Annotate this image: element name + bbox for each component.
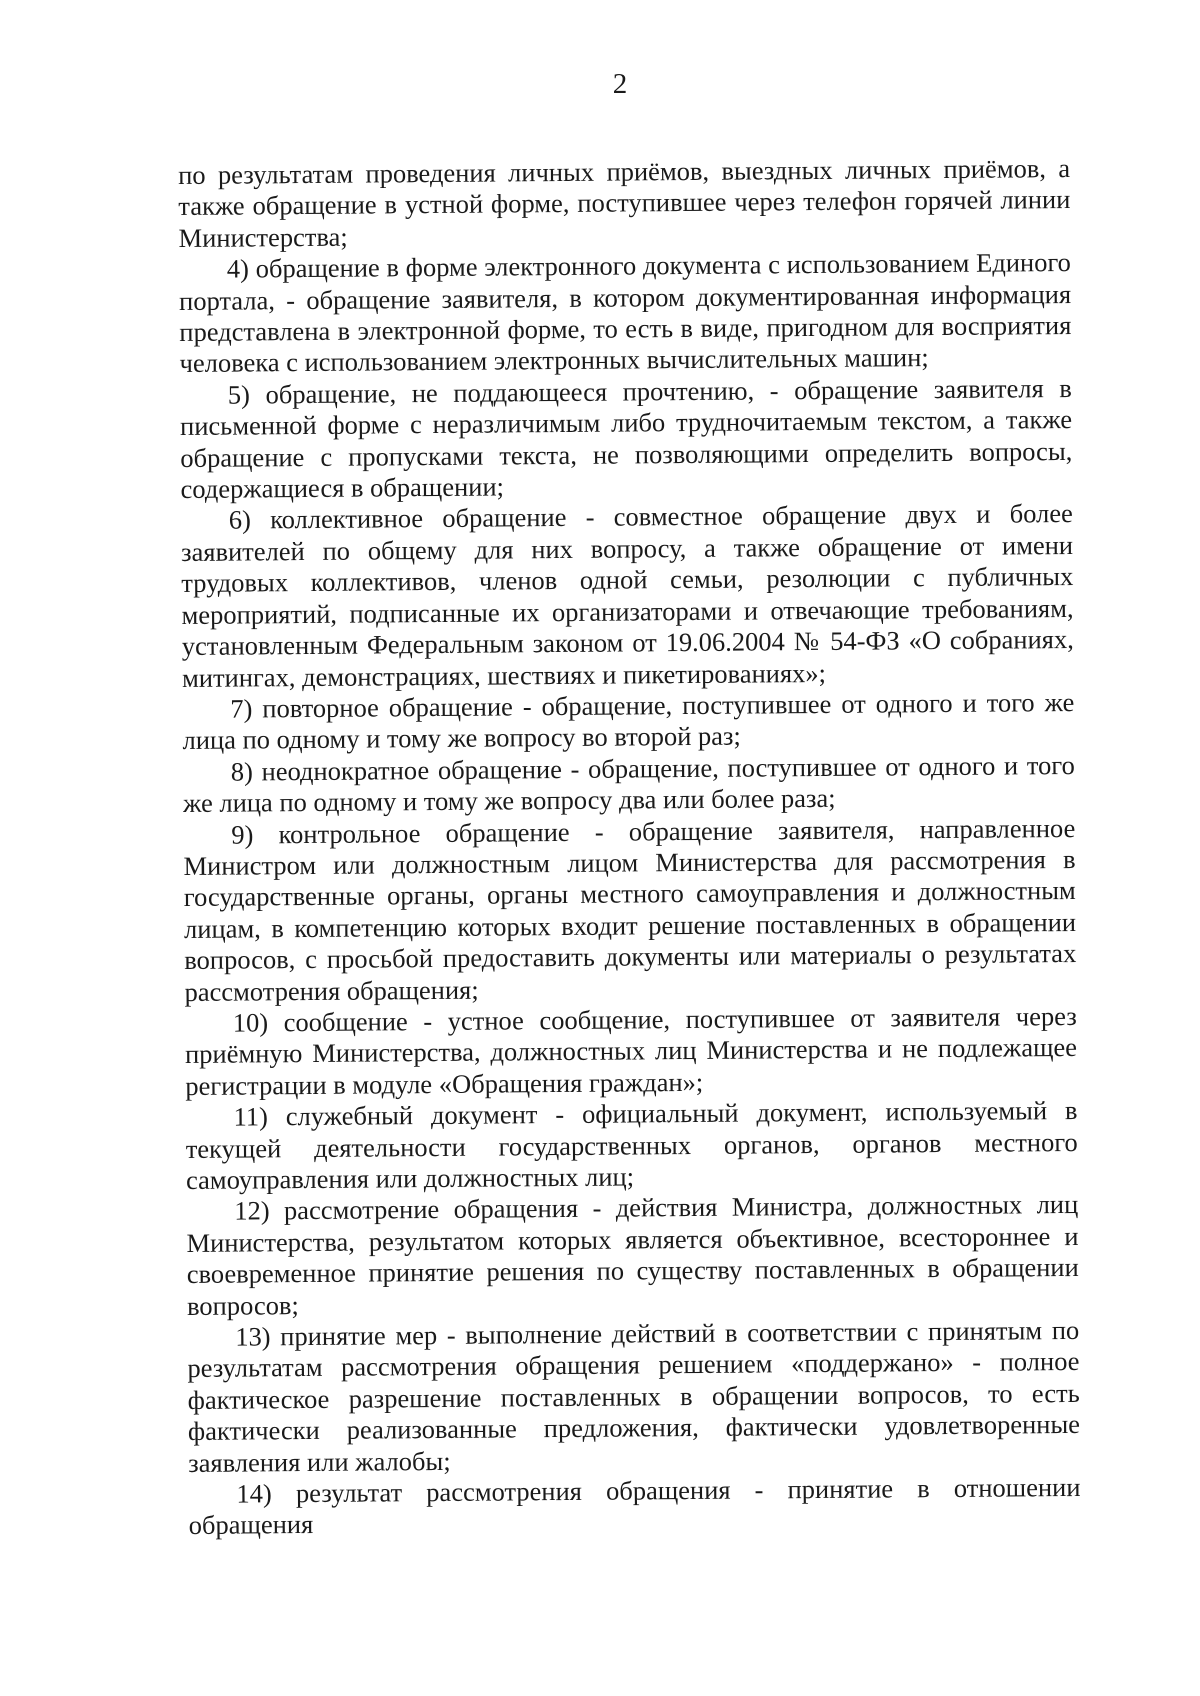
document-body (178, 153, 1081, 1542)
paragraph-item-6: 6) коллективное обращение - совместное обращение двух и более заявителей по общему для них вопросу, а также обращение от имени трудовых коллективов, членов одной семьи, резолюции с публичных мероприятий, подписанные их организаторами и отвечающие требованиям, установленным Федеральным законом от 19.06.2004 № 54-ФЗ «О собраниях, митингах, демонстрациях, шествиях и пикетированиях»; (180, 498, 1074, 693)
paragraph-item-11: 11) служебный документ - официальный документ, используемый в текущей деятельности государственных органов, органов местного самоуправления или должностных лиц; (185, 1095, 1078, 1195)
paragraph-item-9: 9) контрольное обращение - обращение заявителя, направленное Министром или должностным лицом Министерства для рассмотрения в государственные органы, органы местного самоуправления и должностным лицам, в компетенцию которых входит решение поставленных в обращении вопросов, с просьбой предоставить документы или материалы о результатах рассмотрения обращения; (183, 812, 1077, 1007)
paragraph-item-10: 10) сообщение - устное сообщение, поступившее от заявителя через приёмную Министерства, должностных лиц Министерства и не подлежащее регистрации в модуле «Обращения граждан»; (184, 1000, 1078, 1101)
page-number: 2 (612, 68, 628, 100)
paragraph-item-13: 13) принятие мер - выполнение действий в соответствии с принятым по результатам рассмотрения обращения решением «поддержано» - полное фактическое разрешение поставленных в обращении вопросов, то есть фактически реализованные предложения, фактически удовлетворенные заявления или жалобы; (187, 1314, 1081, 1478)
paragraph-item-5: 5) обращение, не поддающееся прочтению, - обращение заявителя в письменной форме с неразличимым либо трудночитаемым текстом, а также обращение с пропусками текста, не позволяющими определить вопросы, содержащиеся в обращении; (179, 372, 1073, 505)
paragraph-continuation: по результатам проведения личных приёмов, выездных личных приёмов, а также обращение в устной форме, поступившее через телефон горячей линии Министерства; (178, 152, 1071, 253)
paragraph-item-7: 7) повторное обращение - обращение, поступившее от одного и того же лица по одному и тому же вопросу во второй раз; (182, 686, 1075, 756)
paragraph-item-4: 4) обращение в форме электронного документа с использованием Единого портала, - обращение заявителя, в котором документированная информация представлена в электронной форме, то есть в виде, пригодном для восприятия человека с использованием электронных вычислительных машин; (178, 247, 1072, 379)
paragraph-item-12: 12) рассмотрение обращения - действия Министра, должностных лиц Министерства, результатом которых является объективное, всестороннее и своевременное принятие решения по существу поставленных в обращении вопросов; (186, 1189, 1079, 1321)
paragraph-item-8: 8) неоднократное обращение - обращение, поступившее от одного и того же лица по одному и тому же вопросу два или более раза; (182, 749, 1075, 819)
paragraph-item-14: 14) результат рассмотрения обращения - принятие в отношении обращения (188, 1472, 1081, 1541)
